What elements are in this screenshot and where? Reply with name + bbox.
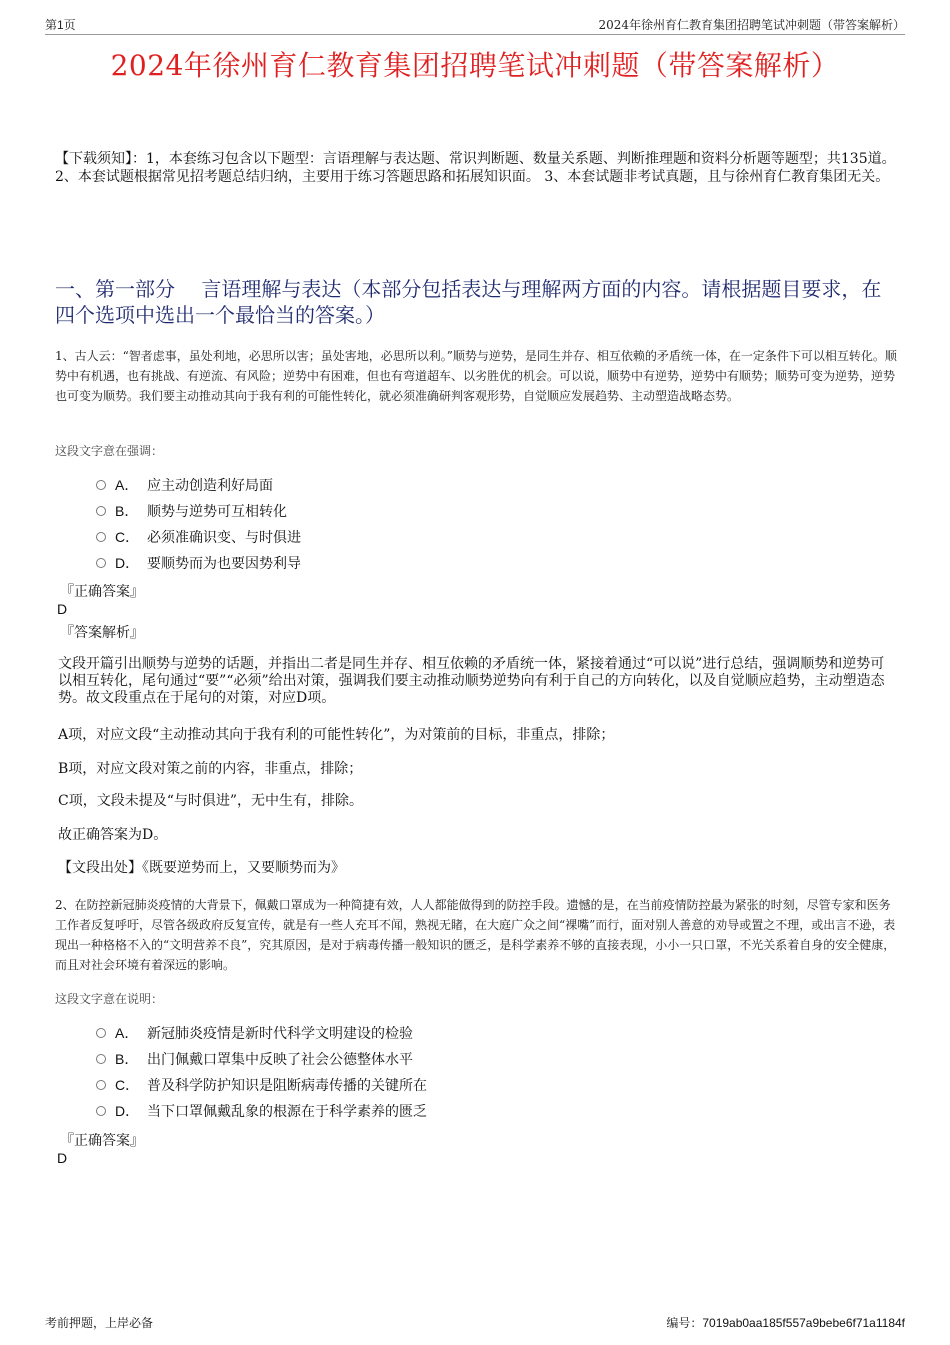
- question-1-prompt: 这段文字意在强调：: [55, 444, 164, 458]
- analysis-option-b: B项，对应文段对策之前的内容，非重点，排除；: [58, 761, 363, 777]
- option-c[interactable]: C． 普及科学防护知识是阻断病毒传播的关键所在: [96, 1072, 796, 1098]
- section-title: 一、第一部分 言语理解与表达（本部分包括表达与理解两方面的内容。请根据题目要求，在四个选项中选出一个最恰当的答案。）: [55, 277, 882, 327]
- download-notice: 【下载须知】：1，本套练习包含以下题型：言语理解与表达题、常识判断题、数量关系题、判断推理题和资料分析题等题型；共135道。 2、本套试题根据常见招考题总结归纳，主要用于练习答题思路和拓展知识面。 3、本套试题非考试真题，且与徐州育仁教育集团无关。: [55, 151, 896, 185]
- analysis-option-c: C项，文段未提及“与时俱进”，无中生有，排除。: [58, 793, 364, 809]
- question-2-passage: 2、在防控新冠肺炎疫情的大背景下，佩戴口罩成为一种简捷有效，人人都能做得到的防控手段。遗憾的是，在当前疫情防控最为紧张的时刻，尽管专家和医务工作者反复呼吁，尽管各级政府反复宣传，就是有一些人充耳不闻，熟视无睹，在大庭广众之间“裸嘴”而行，面对别人善意的劝导或置之不理，或出言不逊，表现出一种格格不入的“文明营养不良”，究其原因，是对于病毒传播一般知识的匮乏，是科学素养不够的直接表现，小小一只口罩，不光关系着自身的安全健康，而且对社会环境有着深远的影响。: [55, 898, 896, 972]
- analysis-label: 『答案解析』: [60, 625, 144, 641]
- question-2-prompt: 这段文字意在说明：: [55, 992, 164, 1006]
- radio-icon[interactable]: [96, 506, 106, 516]
- option-b[interactable]: B． 顺势与逆势可互相转化: [96, 498, 796, 524]
- correct-answer-label: 『正确答案』: [60, 584, 144, 600]
- footer-slogan: 考前押题，上岸必备: [45, 1316, 154, 1330]
- radio-icon[interactable]: [96, 1028, 106, 1038]
- correct-answer-label: 『正确答案』: [60, 1133, 144, 1149]
- radio-icon[interactable]: [96, 532, 106, 542]
- option-c[interactable]: C． 必须准确识变、与时俱进: [96, 524, 796, 550]
- question-2-options: [96, 1020, 796, 1124]
- option-b[interactable]: B． 出门佩戴口罩集中反映了社会公德整体水平: [96, 1046, 796, 1072]
- correct-answer: D: [57, 601, 68, 617]
- radio-icon[interactable]: [96, 558, 106, 568]
- analysis-summary: 文段开篇引出顺势与逆势的话题，并指出二者是同生并存、相互依赖的矛盾统一体，紧接着通过“可以说”进行总结，强调顺势和逆势可以相互转化，尾句通过“要”“必须”给出对策，强调我们要主动推动顺势逆势向有利于自己的方向转化，以及自觉顺应趋势，主动塑造态势。故文段重点在于尾句的对策，对应D项。: [58, 656, 885, 706]
- radio-icon[interactable]: [96, 1106, 106, 1116]
- option-d[interactable]: D． 当下口罩佩戴乱象的根源在于科学素养的匮乏: [96, 1098, 796, 1124]
- question-1-options: [96, 472, 796, 576]
- option-a[interactable]: A． 新冠肺炎疫情是新时代科学文明建设的检验: [96, 1020, 796, 1046]
- option-a[interactable]: A． 应主动创造利好局面: [96, 472, 796, 498]
- radio-icon[interactable]: [96, 480, 106, 490]
- analysis-source: 【文段出处】《既要逆势而上，又要顺势而为》: [58, 860, 345, 876]
- analysis-conclusion: 故正确答案为D。: [58, 827, 168, 843]
- analysis-option-a: A项，对应文段“主动推动其向于我有利的可能性转化”，为对策前的目标，非重点，排除；: [58, 727, 615, 743]
- question-1-passage: 1、古人云：“智者虑事，虽处利地，必思所以害；虽处害地，必思所以利。”顺势与逆势，是同生并存、相互依赖的矛盾统一体，在一定条件下可以相互转化。顺势中有机遇，也有挑战、有逆流、有风险；逆势中有困难，但也有弯道超车、以劣胜优的机会。可以说，顺势中有逆势，逆势中有顺势；顺势可变为逆势，逆势也可变为顺势。我们要主动推动其向于我有利的可能性转化，就必须准确研判客观形势，自觉顺应发展趋势、主动塑造战略态势。: [55, 349, 897, 403]
- document-title: 2024年徐州育仁教育集团招聘笔试冲刺题（带答案解析）: [110, 49, 840, 82]
- correct-answer: D: [57, 1150, 68, 1166]
- page-number: 第1页: [45, 18, 76, 32]
- header-doc-name: 2024年徐州育仁教育集团招聘笔试冲刺题（带答案解析）: [598, 18, 905, 32]
- footer-doc-id: 编号：7019ab0aa185f557a9bebe6f71a1184f: [666, 1316, 905, 1330]
- radio-icon[interactable]: [96, 1054, 106, 1064]
- option-d[interactable]: D． 要顺势而为也要因势利导: [96, 550, 796, 576]
- page-header: [45, 14, 905, 35]
- radio-icon[interactable]: [96, 1080, 106, 1090]
